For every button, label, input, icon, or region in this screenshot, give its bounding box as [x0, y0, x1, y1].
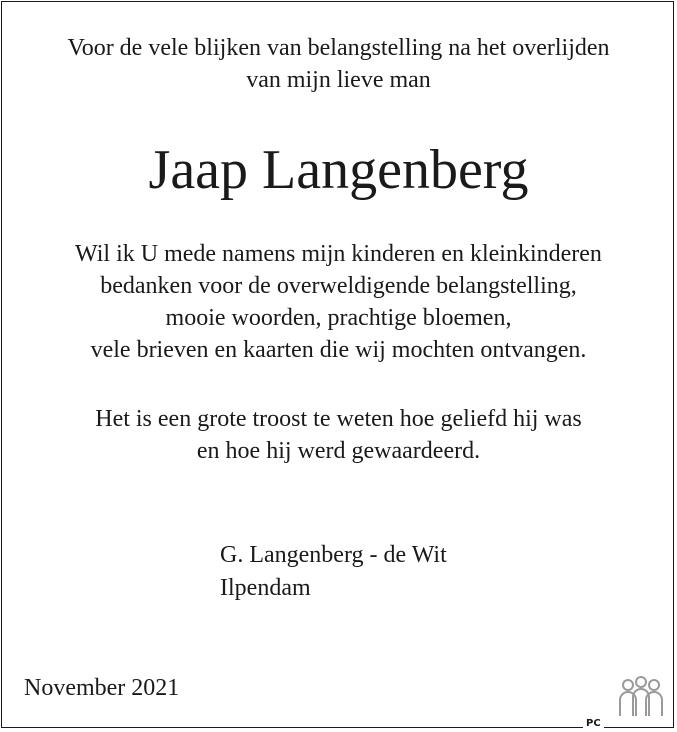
- family-icon: [614, 676, 668, 718]
- comfort-line-1: Het is een grote troost te weten hoe geliefd hij was: [95, 406, 582, 432]
- thanks-line-3: mooie woorden, prachtige bloemen,: [165, 305, 512, 331]
- publisher-mark: PC: [583, 718, 604, 730]
- signature-name: G. Langenberg - de Wit: [220, 542, 447, 568]
- intro-text: [0, 32, 677, 96]
- thanks-line-4: vele brieven en kaarten die wij mochten ontvangen.: [90, 337, 587, 363]
- signature-place: Ilpendam: [220, 575, 311, 601]
- thanks-text: [0, 238, 677, 366]
- comfort-line-2: en hoe hij werd gewaardeerd.: [196, 438, 481, 464]
- intro-line-1: Voor de vele blijken van belangstelling na het overlijden: [67, 35, 610, 61]
- thanks-line-1: Wil ik U mede namens mijn kinderen en kleinkinderen: [75, 241, 602, 267]
- signature-block: [220, 539, 447, 605]
- intro-line-2: van mijn lieve man: [246, 67, 431, 93]
- comfort-text: [0, 403, 677, 467]
- deceased-name: Jaap Langenberg: [148, 139, 529, 201]
- thanks-line-2: bedanken voor de overweldigende belangstelling,: [100, 273, 577, 299]
- announcement-date: November 2021: [24, 675, 180, 701]
